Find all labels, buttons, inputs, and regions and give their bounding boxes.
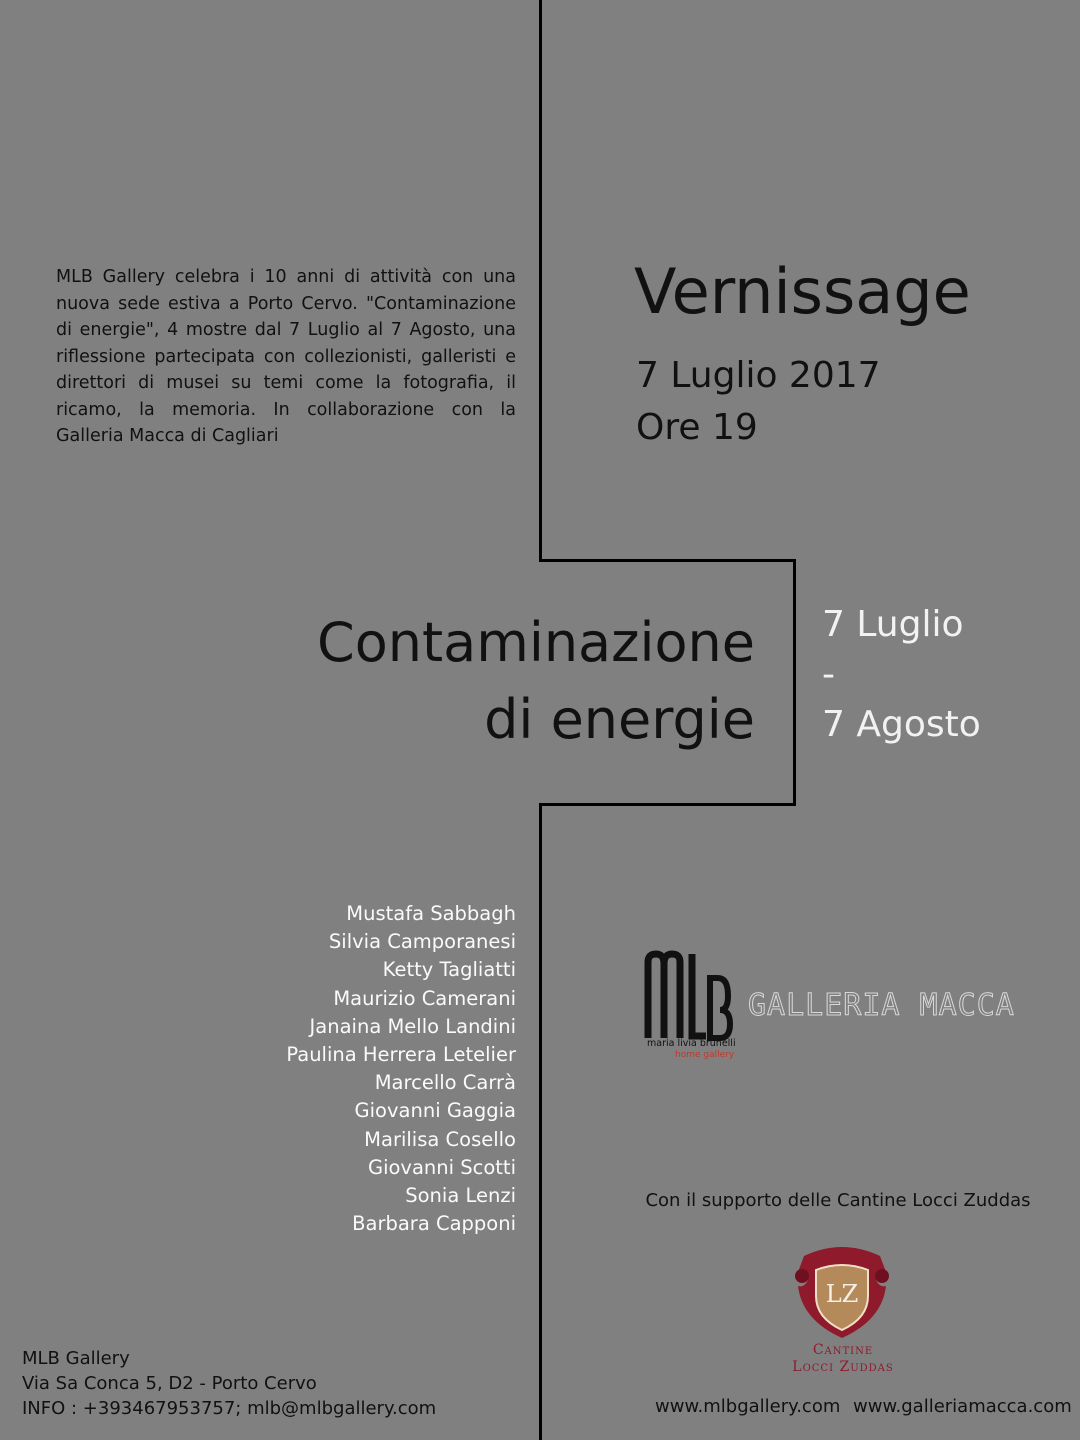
mlb-subcaption: home gallery: [675, 1050, 735, 1060]
date-separator: -: [822, 654, 835, 695]
artist-name: Marilisa Cosello: [364, 1127, 516, 1151]
locci-zuddas-crest-icon: [786, 1236, 898, 1344]
artist-name: Ketty Tagliatti: [382, 958, 516, 982]
mlb-website-link[interactable]: www.mlbgallery.com: [655, 1396, 841, 1417]
date-start: 7 Luglio: [822, 604, 964, 645]
exhibition-title: [250, 604, 755, 758]
divider-upper-horizontal: [539, 559, 796, 562]
exhibition-title-line1: Contaminazione: [317, 611, 755, 674]
locci-zuddas-name: [760, 1342, 926, 1376]
macca-website-link[interactable]: www.galleriamacca.com: [853, 1396, 1072, 1417]
artist-name: Barbara Capponi: [352, 1212, 516, 1236]
artist-name: Janaina Mello Landini: [309, 1014, 516, 1038]
mlb-caption: maria livia brunelli: [647, 1038, 736, 1049]
divider-middle-vertical: [793, 559, 796, 806]
gallery-street: Via Sa Conca 5, D2 - Porto Cervo: [22, 1373, 317, 1394]
artist-name: Mustafa Sabbagh: [346, 902, 516, 925]
intro-paragraph: MLB Gallery celebra i 10 anni di attività con una nuova sede estiva a Porto Cervo. "Contaminazione di energie", 4 mostre dal 7 Luglio al 7 Agosto, una riflessione partecipata con collezionisti, galleristi e direttori di musei su temi come la fotografia, il ricamo, la memoria. In collaborazione con la Galleria Macca di Cagliari: [56, 267, 516, 446]
artist-name: Marcello Carrà: [374, 1071, 516, 1095]
gallery-address: [22, 1346, 436, 1421]
divider-lower-horizontal: [539, 803, 796, 806]
exhibition-title-line2: di energie: [484, 688, 755, 751]
artist-name: Paulina Herrera Letelier: [286, 1043, 516, 1067]
artists-list: [250, 900, 516, 1238]
divider-top-vertical: [539, 0, 542, 562]
vernissage-date: 7 Luglio 2017: [636, 355, 881, 396]
artist-name: Giovanni Scotti: [367, 1155, 516, 1179]
divider-bottom-vertical: [539, 803, 542, 1440]
exhibition-dates: [822, 600, 981, 750]
artist-name: Giovanni Gaggia: [354, 1099, 516, 1123]
artist-name: Silvia Camporanesi: [328, 930, 516, 954]
artist-name: Maurizio Camerani: [333, 986, 516, 1010]
support-text: Con il supporto delle Cantine Locci Zuddas: [645, 1190, 1031, 1211]
galleria-macca-logo: GALLERIA MACCA: [748, 988, 1015, 1023]
vernissage-title: Vernissage: [634, 255, 971, 328]
vernissage-time: Ore 19: [636, 407, 758, 448]
date-end: 7 Agosto: [822, 704, 981, 745]
gallery-name: MLB Gallery: [22, 1348, 130, 1369]
gallery-contact: INFO : +393467953757; mlb@mlbgallery.com: [22, 1398, 437, 1419]
lz-monogram: LZ: [825, 1280, 859, 1308]
lz-name-line2: Locci Zuddas: [792, 1359, 894, 1375]
lz-name-line1: Cantine: [812, 1342, 874, 1358]
artist-name: Sonia Lenzi: [405, 1184, 516, 1208]
